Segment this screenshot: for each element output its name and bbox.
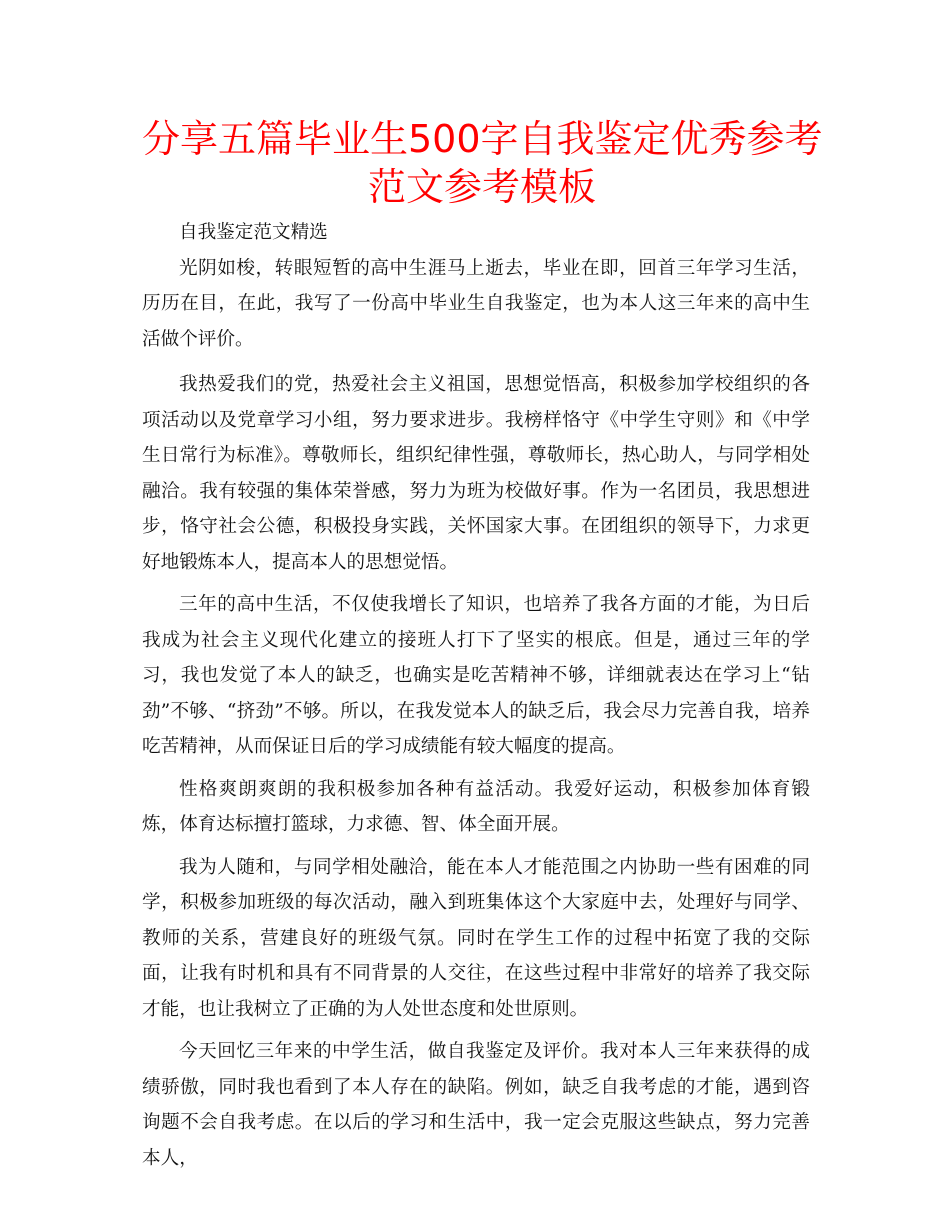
document-body bbox=[142, 215, 810, 1176]
paragraph-intro: 光阴如梭，转眼短暂的高中生涯马上逝去，毕业在即，回首三年学习生活，历历在目，在此，我写了一份高中毕业生自我鉴定，也为本人这三年来的高中生活做个评价。 bbox=[142, 257, 810, 350]
title-line-1: 分享五篇毕业生500字自我鉴定优秀参考 bbox=[142, 117, 823, 161]
paragraph-sports: 性格爽朗爽朗的我积极参加各种有益活动。我爱好运动，积极参加体育锻炼，体育达标擅打篮球，力求德、智、体全面开展。 bbox=[142, 778, 810, 835]
document-title bbox=[142, 115, 822, 211]
paragraph-summary: 今天回忆三年来的中学生活，做自我鉴定及评价。我对本人三年来获得的成绩骄傲，同时我也看到了本人存在的缺陷。例如，缺乏自我考虑的才能，遇到咨询题不会自我考虑。在以后的学习和生活中，我一定会克服这些缺点，努力完善本人， bbox=[142, 1041, 810, 1169]
paragraph-social: 我为人随和，与同学相处融洽，能在本人才能范围之内协助一些有困难的同学，积极参加班级的每次活动，融入到班集体这个大家庭中去，处理好与同学、教师的关系，营建良好的班级气氛。同时在学生工作的过程中拓宽了我的交际面，让我有时机和具有不同背景的人交往，在这些过程中非常好的培养了我交际才能，也让我树立了正确的为人处世态度和处世原则。 bbox=[142, 856, 810, 1020]
paragraph-study: 三年的高中生活，不仅使我增长了知识，也培养了我各方面的才能，为日后我成为社会主义现代化建立的接班人打下了坚实的根底。但是，通过三年的学习，我也发觉了本人的缺乏，也确实是吃苦精神不够，详细就表达在学习上“钻劲”不够、“挤劲”不够。所以，在我发觉本人的缺乏后，我会尽力完善自我，培养吃苦精神，从而保证日后的学习成绩能有较大幅度的提高。 bbox=[142, 594, 810, 757]
title-line-2: 范文参考模板 bbox=[367, 165, 596, 209]
section-subheading: 自我鉴定范文精选 bbox=[179, 222, 328, 243]
paragraph-ideology: 我热爱我们的党，热爱社会主义祖国，思想觉悟高，积极参加学校组织的各项活动以及党章学习小组，努力要求进步。我榜样恪守《中学生守则》和《中学生日常行为标准》。尊敬师长，组织纪律性强，尊敬师长，热心助人，与同学相处融洽。我有较强的集体荣誉感，努力为班为校做好事。作为一名团员，我思想进步，恪守社会公德，积极投身实践，关怀国家大事。在团组织的领导下，力求更好地锻炼本人，提高本人的思想觉悟。 bbox=[142, 374, 810, 573]
